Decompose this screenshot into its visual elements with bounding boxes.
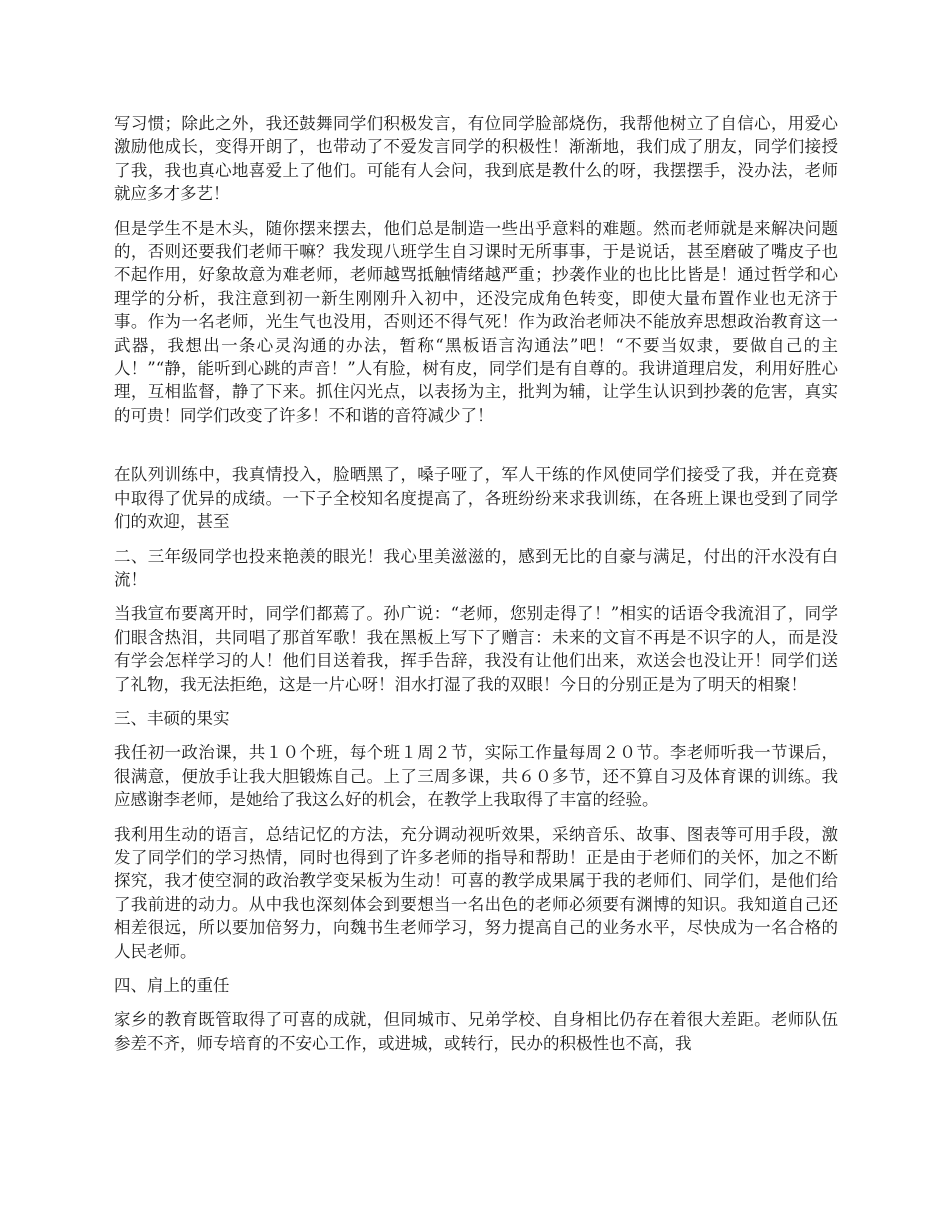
paragraph-teaching-load: 我任初一政治课，共１０个班，每个班１周２节，实际工作量每周２０节。李老师听我一节课后，很满意，便放手让我大胆锻炼自己。上了三周多课，共６０多节，还不算自习及体育课的训练。我应感谢李老师，是她给了我这么好的机会，在教学上我取得了丰富的经验。 (114, 743, 838, 810)
paragraph-encouraging-students: 写习惯；除此之外，我还鼓舞同学们积极发言，有位同学脸部烧伤，我帮他树立了自信心，用爱心激励他成长，变得开朗了，也带动了不爱发言同学的积极性！渐渐地，我们成了朋友，同学们接授了我，我也真心地喜爱上了他们。可能有人会问，我到底是教什么的呀，我摆摆手，没办法，老师就应多才多艺！ (114, 114, 838, 204)
paragraph-farewell: 当我宣布要离开时，同学们都蔫了。孙广说：“老师，您别走得了！”相实的话语令我流泪了，同学们眼含热泪，共同唱了那首军歌！我在黑板上写下了赠言：未来的文盲不再是不识字的人，而是没有学会怎样学习的人！他们目送着我，挥手告辞，我没有让他们出来，欢送会也没让开！同学们送了礼物，我无法拒绝，这是一片心呀！泪水打湿了我的双眼！今日的分别正是为了明天的相聚！ (114, 604, 838, 694)
section-heading-fruitful-results: 三、丰硕的果实 (114, 708, 230, 728)
paragraph-envy-glances: 二、三年级同学也投来艳羡的眼光！我心里美滋滋的，感到无比的自豪与满足，付出的汗水没有白流！ (114, 546, 838, 589)
paragraph-hometown-education: 家乡的教育既管取得了可喜的成就，但同城市、兄弟学校、自身相比仍存在着很大差距。老师队伍参差不齐，师专培育的不安心工作，或进城，或转行，民办的积极性也不高，我 (114, 1010, 838, 1053)
paragraph-drill-training: 在队列训练中，我真情投入，脸晒黑了，嗓子哑了，军人干练的作风使同学们接受了我，并在竞赛中取得了优异的成绩。一下子全校知名度提高了，各班纷纷来求我训练，在各班上课也受到了同学们的欢迎，甚至 (114, 465, 838, 532)
section-heading-responsibility: 四、肩上的重任 (114, 976, 230, 995)
document-page (114, 112, 838, 1066)
paragraph-teaching-methods: 我利用生动的语言，总结记忆的方法，充分调动视听效果，采纳音乐、故事、图表等可用手段，激发了同学们的学习热情，同时也得到了许多老师的指导和帮助！正是由于老师们的关怀，加之不断探究，我才使空洞的政治教学变呆板为生动！可喜的教学成果属于我的老师们、同学们，是他们给了我前进的动力。从中我也深刻体会到要想当一名出色的老师必须要有渊博的知识。我知道自己还相差很远，所以要加倍努力，向魏书生老师学习，努力提高自己的业务水平，尽快成为一名合格的人民老师。 (114, 824, 838, 961)
paragraph-solving-problems: 但是学生不是木头，随你摆来摆去，他们总是制造一些出乎意料的难题。然而老师就是来解决问题的，否则还要我们老师干嘛？我发现八班学生自习课时无所事事，于是说话，甚至磨破了嘴皮子也不起作用，好象故意为难老师，老师越骂抵触情绪越严重；抄袭作业的也比比皆是！通过哲学和心理学的分析，我注意到初一新生刚刚升入初中，还没完成角色转变，即使大量布置作业也无济于事。作为一名老师，光生气也没用，否则还不得气死！作为政治老师决不能放弃思想政治教育这一武器，我想出一条心灵沟通的办法，暂称“黑板语言沟通法”吧！“不要当奴隶，要做自己的主人！”“静，能听到心跳的声音！”人有脸，树有皮，同学们是有自尊的。我讲道理启发，利用好胜心理，互相监督，静了下来。抓住闪光点，以表扬为主，批判为辅，让学生认识到抄袭的危害，真实的可贵！同学们改变了许多！不和谐的音符减少了！ (114, 218, 838, 425)
